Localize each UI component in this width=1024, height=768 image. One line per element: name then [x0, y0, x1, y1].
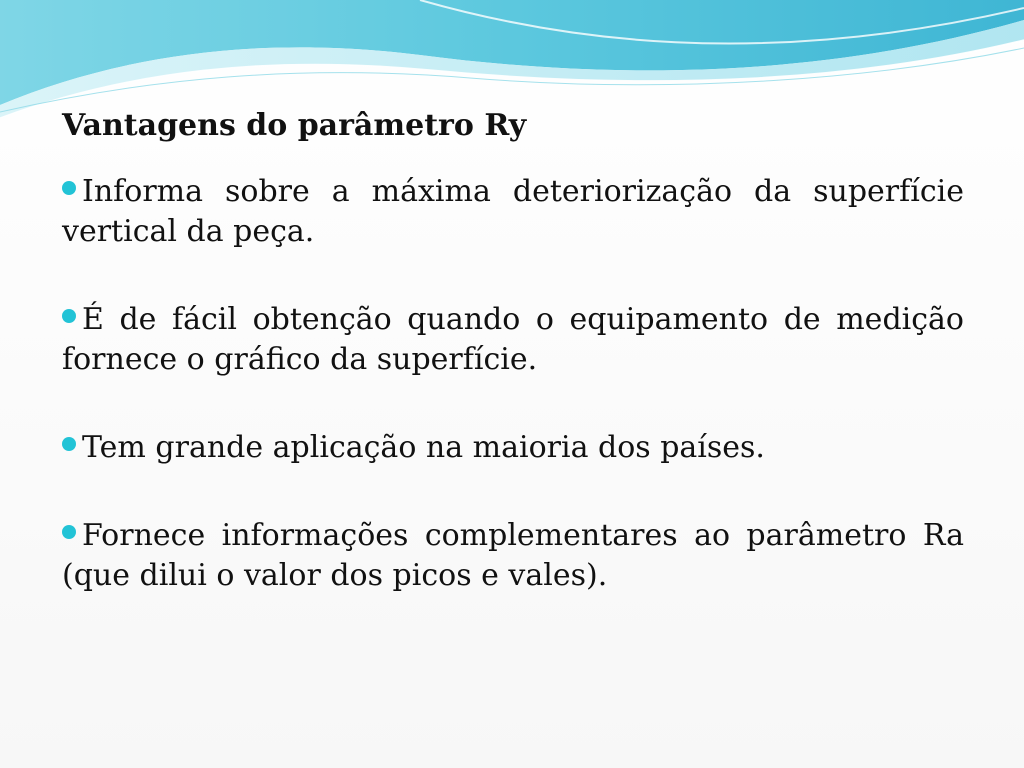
bullet-dot-icon: [62, 525, 76, 539]
bullet-item: [62, 428, 964, 468]
bullet-dot-icon: [62, 437, 76, 451]
bullet-item: [62, 172, 964, 252]
bullet-dot-icon: [62, 181, 76, 195]
slide-title: Vantagens do parâmetro Ry: [62, 108, 527, 143]
bullet-item: [62, 516, 964, 596]
bullet-text: Tem grande aplicação na maioria dos países.: [82, 430, 765, 465]
bullet-text: Informa sobre a máxima deteriorização da superfície vertical da peça.: [62, 174, 964, 249]
slide-content: [62, 108, 964, 644]
bullet-text: É de fácil obtenção quando o equipamento de medição fornece o gráfico da superfície.: [62, 302, 964, 377]
bullet-list: [62, 172, 964, 596]
bullet-item: [62, 300, 964, 380]
bullet-text: Fornece informações complementares ao parâmetro Ra (que dilui o valor dos picos e vales).: [62, 518, 964, 593]
bullet-dot-icon: [62, 309, 76, 323]
